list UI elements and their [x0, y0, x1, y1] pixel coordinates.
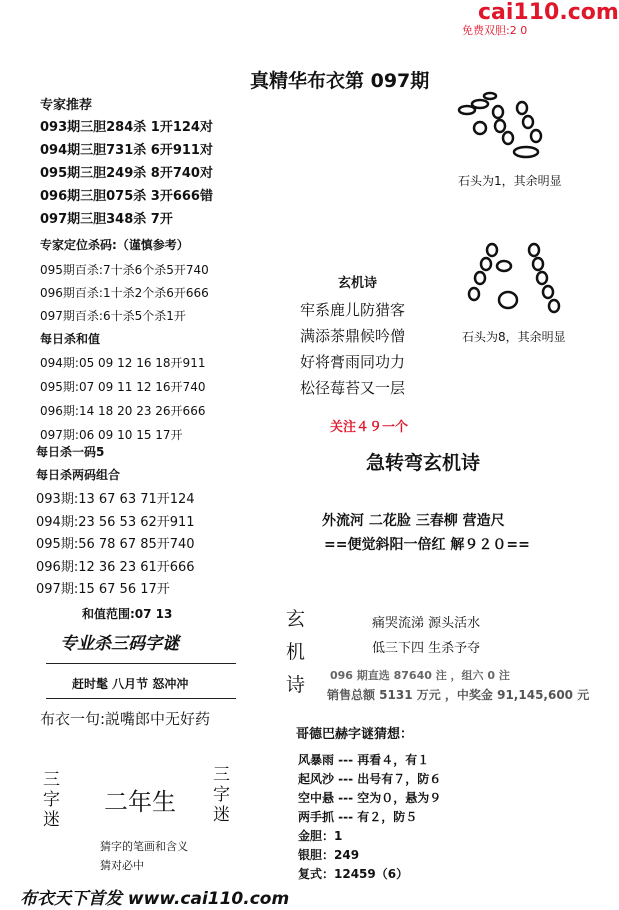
riddle-right-text: 三字迷 [213, 765, 230, 825]
list-item: 096期三胆075杀 3开666错 [40, 189, 213, 204]
list-item: 093期:13 67 63 71开124 [36, 492, 195, 507]
position-kill-list [40, 259, 209, 328]
sum-range: 和值范围:07 13 [82, 607, 173, 621]
chain-diagram-2 [462, 240, 572, 320]
list-item: 起风沙 --- 出号有７，防６ [298, 772, 442, 786]
xuanji-vertical [286, 603, 310, 702]
poem-heading: 玄机诗 [338, 276, 378, 291]
diagram-2-caption: 石头为8，其余明显 [462, 330, 566, 344]
list-item: 银胆：249 [298, 848, 360, 862]
follow-text: 关注４９一个 [330, 420, 409, 435]
sharp-turn-title: 急转弯玄机诗 [366, 452, 481, 474]
riddle-left-vertical [40, 770, 62, 830]
free-watermark: 免费双胆:2 0 [462, 24, 528, 37]
poem-line: 牢系鹿儿防猎客 [300, 301, 406, 319]
footer-site: 布衣天下首发 www.cai110.com [20, 889, 290, 909]
riddle-note-2: 猜对必中 [100, 859, 144, 872]
poem-line: 好将膏雨同功力 [300, 353, 406, 371]
riddle-center: 二年生 [104, 788, 176, 816]
divider [46, 663, 236, 664]
list-item: 097期三胆348杀 7开 [40, 212, 173, 227]
list-item: 097期百杀:6十杀5个杀1开 [40, 309, 186, 323]
result-line-1: 096 期直选 87640 注 ，组六 0 注 [330, 669, 510, 682]
page-title: 真精华布衣第 097期 [250, 70, 430, 92]
list-item: 096期百杀:1十杀2个杀6开666 [40, 286, 209, 300]
sharp-turn-line-1: 外流河 二花脸 三春柳 营造尺 [322, 513, 505, 529]
site-watermark: cai110.com [478, 0, 619, 25]
list-item: 097期:15 67 56 17开 [36, 582, 170, 597]
list-item: 095期三胆249杀 8开740对 [40, 166, 213, 181]
chase-line: 赶时髦 八月节 怒冲冲 [72, 677, 189, 691]
expert-list [40, 116, 213, 231]
poem-line: 松径莓苔又一层 [300, 379, 406, 397]
expert-heading: 专家推荐 [40, 98, 93, 113]
chain-diagram-1 [452, 88, 552, 168]
list-item: 097期:06 09 10 15 17开 [40, 428, 183, 442]
daily-kill-one: 每日杀一码5 [36, 445, 105, 459]
xuanji-vertical-text: 玄机诗 [286, 608, 306, 696]
riddle-right-vertical [210, 765, 232, 825]
daily-kill-two-heading: 每日杀两码组合 [36, 468, 121, 482]
list-item: 风暴雨 --- 再看４，有１ [298, 753, 430, 767]
list-item: 094期:23 56 53 62开911 [36, 514, 195, 530]
riddle-note-1: 猜字的笔画和含义 [100, 840, 188, 853]
list-item: 094期:05 09 12 16 18开911 [40, 356, 206, 370]
list-item: 两手抓 --- 有２，防５ [298, 810, 418, 824]
goldbach-heading: 哥德巴赫字谜猜想： [296, 727, 414, 742]
daily-sum-list [40, 351, 205, 447]
daily-sum-heading: 每日杀和值 [40, 332, 101, 346]
position-kill-heading: 专家定位杀码:（谨慎参考） [40, 238, 189, 252]
xuanji-line-1: 痛哭流涕 源头活水 [372, 616, 481, 631]
diagram-1-caption: 石头为1，其余明显 [458, 174, 562, 188]
list-item: 095期:56 78 67 85开740 [36, 537, 195, 552]
list-item: 094期三胆731杀 6开911对 [40, 143, 213, 158]
divider [46, 698, 236, 699]
list-item: 复式：12459（6） [298, 867, 409, 881]
list-item: 093期三胆284杀 1开124对 [40, 120, 213, 135]
poem-line: 满添茶鼎候吟僧 [300, 327, 406, 345]
goldbach-list [298, 751, 441, 884]
riddle-left-text: 三字迷 [43, 770, 60, 830]
list-item: 096期:12 36 23 61开666 [36, 559, 195, 575]
sharp-turn-line-2: ==便觉斜阳一倍红 解９２０== [324, 537, 530, 553]
list-item: 095期:07 09 11 12 16开740 [40, 380, 206, 394]
pro-kill-title: 专业杀三码字谜 [60, 634, 179, 654]
daily-kill-two-list [36, 489, 195, 602]
poem-lines [300, 297, 405, 401]
xuanji-line-2: 低三下四 生杀予夺 [372, 641, 481, 656]
list-item: 096期:14 18 20 23 26开666 [40, 404, 206, 418]
buyi-saying: 布衣一句:説嘴郎中无好药 [40, 710, 211, 728]
result-line-2: 销售总额 5131 万元 ，中奖金 91,145,600 元 [327, 688, 590, 702]
list-item: 空中悬 --- 空为０，悬为９ [298, 791, 442, 805]
list-item: 095期百杀:7十杀6个杀5开740 [40, 263, 209, 277]
list-item: 金胆：1 [298, 829, 343, 843]
